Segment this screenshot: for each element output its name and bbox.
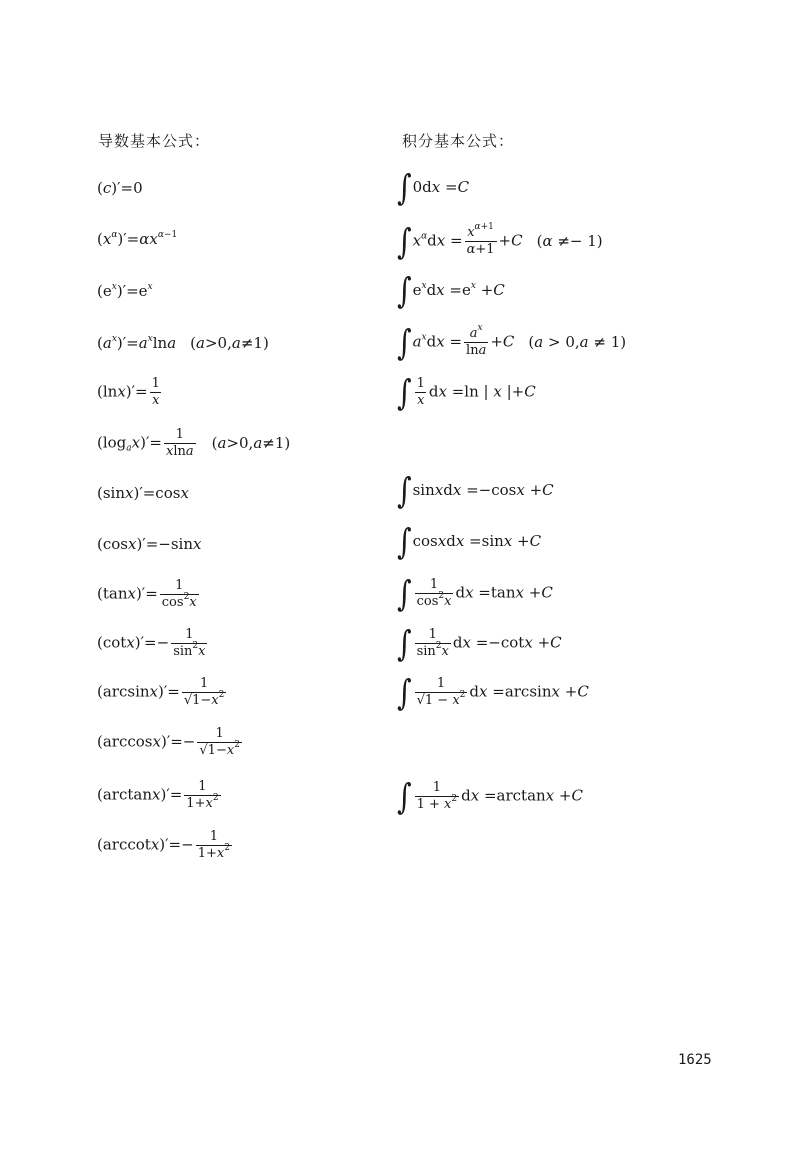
- integral-csc-squared: ∫ $\frac{1}{\sin^2x}$ dx =−cotx +C: [397, 622, 562, 664]
- derivative-cot: (cotx)′=− $\frac{1}{\sin^2x}$: [97, 627, 206, 659]
- derivative-sin: (sinx)′=cosx: [97, 484, 189, 502]
- derivative-power: $(x^\alpha)'=\alpha x^{\alpha-1}$: [97, 230, 178, 248]
- integral-sec-squared: ∫ $\frac{1}{\cos^2x}$ dx =tanx +C: [397, 572, 553, 614]
- integral-arcsin: ∫ $\frac{1}{√1 - x^2}$ dx =arcsinx +C: [397, 671, 589, 713]
- derivative-heading: 导数基本公式：: [98, 132, 211, 150]
- derivative-arccos: (arccosx)′=− $\frac{1}{√1-x^2}$: [97, 726, 240, 758]
- derivative-ln: (lnx)′= $\frac{1}{x}$: [97, 376, 160, 408]
- derivative-general-exp: $(a^x)'=a^x\ln a$ (a>0,a≠1): [97, 334, 269, 352]
- integral-sin: ∫sinxdx =−cosx +C: [397, 469, 554, 511]
- derivative-tan: (tanx)′= $\frac{1}{\cos^2x}$: [97, 578, 197, 610]
- derivative-log: $(\log_ax)'=$ $\frac{1}{xlna}$ (a>0,a≠1): [97, 427, 291, 459]
- integral-power: $\int x^\alpha dx$ = $\frac{x^{\alpha+1}}{\alpha+1}$ +C (α ≠− 1): [397, 220, 603, 262]
- derivative-exp: $(e^x)'=e^x$: [97, 282, 153, 300]
- integral-general-exp: $\int a^xdx$ = $\frac{a^x}{\ln a}$ +C (a > 0,a ≠ 1): [397, 321, 627, 363]
- derivative-arcsin: (arcsinx)′= $\frac{1}{√1-x^2}$: [97, 676, 225, 708]
- integral-cos: ∫cosxdx =sinx +C: [397, 520, 542, 562]
- integral-arctan: ∫ $\frac{1}{1 + x^2}$ dx =arctanx +C: [397, 775, 583, 817]
- integral-zero: ∫0dx =C: [397, 166, 470, 208]
- derivative-arctan: (arctanx)′= $\frac{1}{1+x^2}$: [97, 779, 219, 811]
- integral-heading: 积分基本公式：: [402, 132, 515, 150]
- derivative-cos: (cosx)′=−sinx: [97, 535, 202, 553]
- page-number: 1625: [678, 1052, 712, 1068]
- derivative-constant: (c)′=0: [97, 179, 143, 197]
- integral-exp: $\int e^xdx =e^x +C$: [397, 269, 505, 311]
- integral-reciprocal: ∫ $\frac{1}{x}$ dx =ln | x |+C: [397, 371, 536, 413]
- derivative-arccot: (arccotx)′=− $\frac{1}{1+x^2}$: [97, 829, 230, 861]
